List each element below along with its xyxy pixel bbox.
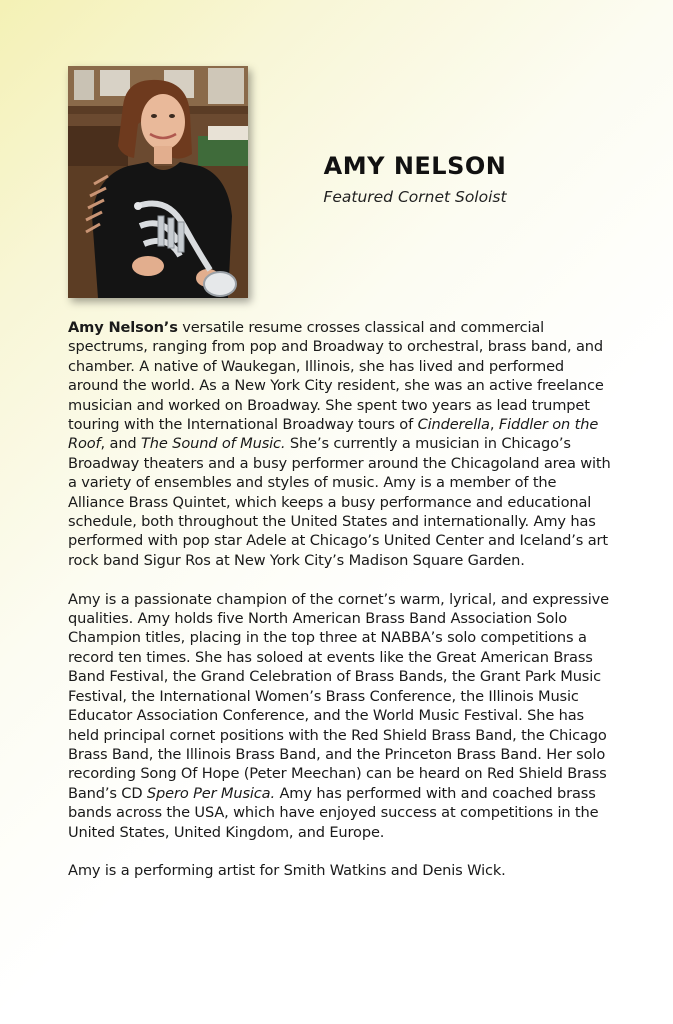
bio-paragraph-1 xyxy=(68,318,613,570)
artist-name: AMY NELSON xyxy=(323,152,507,180)
bio-p2-text-2: Amy has performed with and coached brass bands across the USA, which have enjoyed success at competitions in the United States, United Kingdom, and Europe. xyxy=(68,784,599,841)
bio-lead-name: Amy Nelson’s xyxy=(68,319,178,336)
artist-subtitle: Featured Cornet Soloist xyxy=(323,188,507,206)
show-title-sound-of-music: The Sound of Music. xyxy=(141,435,286,453)
show-title-fiddler: Fiddler on the Roof xyxy=(68,416,599,453)
bio-p1-text-3: , and xyxy=(100,435,142,453)
bio-p2-text-1: Amy is a passionate champion of the cornet’s warm, lyrical, and expressive qualities. Amy holds five North American Brass Band Association Solo Champion titles, placing in the top three at NABBA’s solo competitions a record ten times. She has soloed at events like the Great American Brass Band Festival, the Grand Celebration of Brass Bands, the Grant Park Music Festival, the International Women’s Brass Conference, the Illinois Music Educator Association Conference, and the World Music Festival. She has held principal cornet positions with the Red Shield Brass Band, the Chicago Brass Band, the Illinois Brass Band, and the Princeton Brass Band. Her solo recording Song Of Hope (Peter Meechan) can be heard on Red Shield Brass Band’s CD xyxy=(68,590,609,802)
album-title: Spero Per Musica. xyxy=(146,784,275,802)
bio-p1-text-2: , xyxy=(489,416,499,434)
biography xyxy=(68,318,613,900)
header xyxy=(290,152,540,206)
bio-paragraph-2 xyxy=(68,590,613,842)
show-title-cinderella: Cinderella xyxy=(417,416,490,434)
bio-p1-text-4: She’s currently a musician in Chicago’s Broadway theaters and a busy performer around the Chicagoland area with a variety of ensembles and styles of music. Amy is a member of the Alliance Brass Quintet, which keeps a busy performance and educational schedule, both throughout the United States and internationally. Amy has performed with pop star Adele at Chicago’s United Center and Iceland’s art rock band Sigur Ros at New York City’s Madison Square Garden. xyxy=(68,435,611,569)
bio-paragraph-3: Amy is a performing artist for Smith Watkins and Denis Wick. xyxy=(68,862,506,880)
portrait-photo xyxy=(68,66,248,298)
bio-p1-text-1: versatile resume crosses classical and commercial spectrums, ranging from pop and Broadway to orchestral, brass band, and chamber. A native of Waukegan, Illinois, she has lived and performed around the world. As a New York City resident, she was an active freelance musician and worked on Broadway. She spent two years as lead trumpet touring with the International Broadway tours of xyxy=(68,319,604,434)
